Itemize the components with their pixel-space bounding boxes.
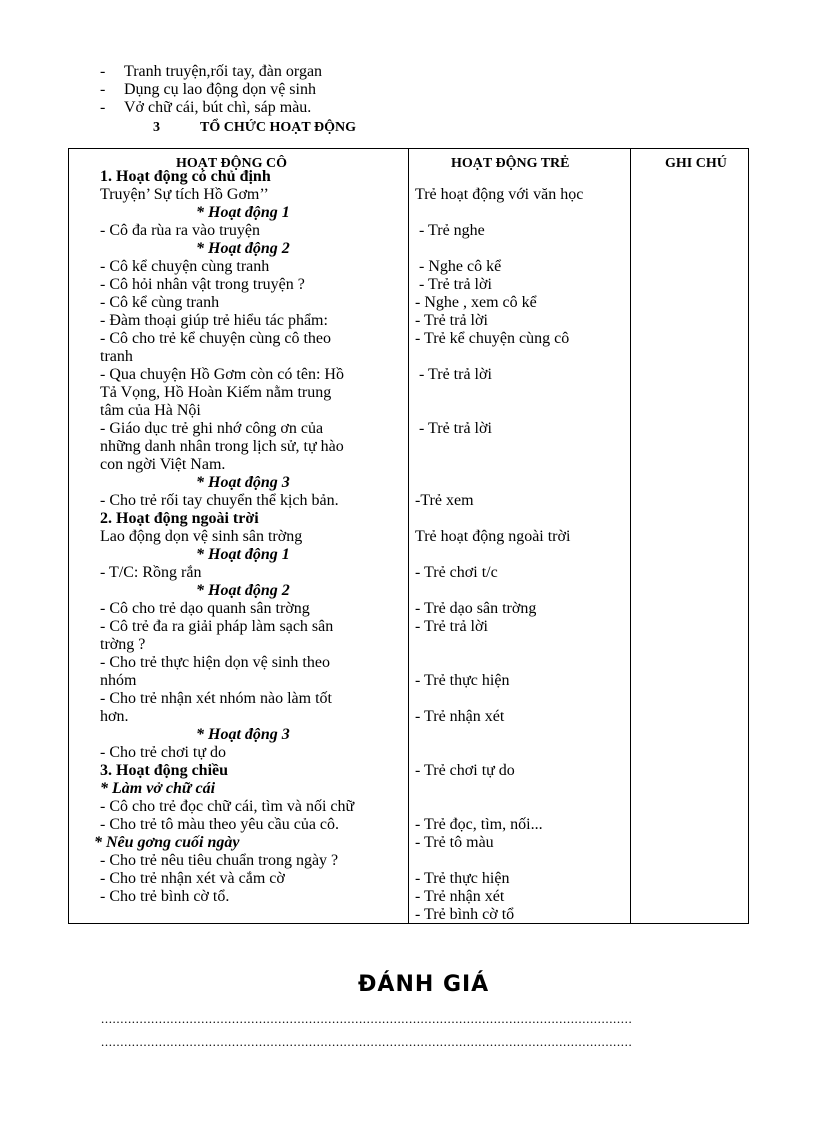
- material-dash: -: [100, 99, 106, 116]
- teacher-line: hơn.: [100, 708, 129, 725]
- teacher-line: - Cô cho trẻ dạo quanh sân trờng: [100, 600, 310, 617]
- child-line: - Trẻ trả lời: [415, 312, 488, 329]
- teacher-line: - Cho trẻ rối tay chuyển thể kịch bản.: [100, 492, 339, 509]
- teacher-line: - Cho trẻ bình cờ tổ.: [100, 888, 230, 905]
- header-teacher: HOẠT ĐỘNG CÔ: [176, 156, 287, 171]
- teacher-line: - Cô hỏi nhân vật trong truyện ?: [100, 276, 305, 293]
- teacher-line: - T/C: Rồng rắn: [100, 564, 202, 581]
- material-item: Vở chữ cái, bút chì, sáp màu.: [124, 99, 312, 116]
- teacher-line: - Cho trẻ nhận xét và cắm cờ: [100, 870, 285, 887]
- child-line: - Trẻ dạo sân trờng: [415, 600, 537, 617]
- teacher-line: con ngời Việt Nam.: [100, 456, 226, 473]
- teacher-line: - Cho trẻ thực hiện dọn vệ sinh theo: [100, 654, 330, 671]
- activity-heading: * Làm vở chữ cái: [100, 780, 216, 797]
- section-title: TỔ CHỨC HOẠT ĐỘNG: [200, 120, 356, 135]
- evaluation-line: ..........................................................................................................................................: [101, 1034, 633, 1049]
- teacher-line: - Giáo dục trẻ ghi nhớ công ơn của: [100, 420, 324, 437]
- child-line: - Trẻ thực hiện: [415, 672, 510, 689]
- teacher-line: - Cho trẻ tô màu theo yêu cầu của cô.: [100, 816, 340, 833]
- teacher-line: - Cô đa rùa ra vào truyện: [100, 222, 260, 239]
- activity-heading: * Hoạt động 1: [196, 204, 290, 221]
- evaluation-line: ..........................................................................................................................................: [101, 1011, 633, 1026]
- activity-heading: * Hoạt động 3: [196, 726, 290, 743]
- activity-heading: * Hoạt động 2: [196, 240, 290, 257]
- header-child: HOẠT ĐỘNG TRẺ: [451, 156, 570, 171]
- child-line: - Trẻ trả lời: [419, 420, 492, 437]
- child-line: - Trẻ trả lời: [419, 276, 492, 293]
- child-line: - Nghe cô kể: [419, 258, 502, 275]
- child-line: - Trẻ trả lời: [415, 618, 488, 635]
- child-line: - Nghe , xem cô kể: [415, 294, 537, 311]
- activity-heading: * Hoạt động 2: [196, 582, 290, 599]
- teacher-line: Tả Vọng, Hồ Hoàn Kiếm nằm trung: [100, 384, 332, 401]
- teacher-line: - Cô cho trẻ đọc chữ cái, tìm và nối chữ: [100, 798, 355, 815]
- table-left-border: [68, 148, 69, 924]
- child-line: Trẻ hoạt động ngoài trời: [415, 528, 571, 545]
- material-dash: -: [100, 63, 106, 80]
- child-line: - Trẻ bình cờ tổ: [415, 906, 515, 923]
- teacher-line: tâm của Hà Nội: [100, 402, 201, 419]
- child-line: - Trẻ kể chuyện cùng cô: [415, 330, 570, 347]
- teacher-line: những danh nhân trong lịch sử, tự hào: [100, 438, 344, 455]
- activity-heading: * Hoạt động 1: [196, 546, 290, 563]
- child-line: - Trẻ tô màu: [415, 834, 494, 851]
- child-line: - Trẻ chơi t/c: [415, 564, 498, 581]
- child-line: Trẻ hoạt động với văn học: [415, 186, 584, 203]
- material-item: Dụng cụ lao động dọn vệ sinh: [124, 81, 316, 98]
- teacher-line: - Cô kể chuyện cùng tranh: [100, 258, 270, 275]
- section-number: 3: [153, 120, 160, 135]
- teacher-line: - Đàm thoại giúp trẻ hiểu tác phẩm:: [100, 312, 328, 329]
- material-dash: -: [100, 81, 106, 98]
- teacher-line: - Cô kể cùng tranh: [100, 294, 220, 311]
- child-line: - Trẻ trả lời: [419, 366, 492, 383]
- table-divider-2: [630, 148, 631, 924]
- section-heading: 1. Hoạt động có chủ định: [100, 168, 271, 185]
- header-note: GHI CHÚ: [665, 156, 727, 171]
- activity-heading: * Nêu gơng cuối ngày: [94, 834, 240, 851]
- child-line: - Trẻ chơi tự do: [415, 762, 515, 779]
- teacher-line: nhóm: [100, 672, 137, 689]
- teacher-line: tranh: [100, 348, 133, 365]
- teacher-line: - Qua chuyện Hồ Gơm còn có tên: Hồ: [100, 366, 344, 383]
- teacher-line: - Cho trẻ nhận xét nhóm nào làm tốt: [100, 690, 332, 707]
- child-line: - Trẻ đọc, tìm, nối...: [415, 816, 543, 833]
- table-divider-1: [408, 148, 409, 924]
- material-item: Tranh truyện,rối tay, đàn organ: [124, 63, 323, 80]
- child-line: -Trẻ xem: [415, 492, 474, 509]
- teacher-line: Truyện’ Sự tích Hồ Gơm’’: [100, 186, 269, 203]
- child-line: - Trẻ nhận xét: [415, 888, 505, 905]
- table-right-border: [748, 148, 749, 924]
- section-heading: 3. Hoạt động chiều: [100, 762, 229, 779]
- evaluation-title: ĐÁNH GIÁ: [358, 972, 490, 997]
- teacher-line: trờng ?: [100, 636, 146, 653]
- teacher-line: - Cho trẻ nêu tiêu chuẩn trong ngày ?: [100, 852, 339, 869]
- teacher-line: - Cô cho trẻ kể chuyện cùng cô theo: [100, 330, 332, 347]
- child-line: - Trẻ thực hiện: [415, 870, 510, 887]
- activity-heading: * Hoạt động 3: [196, 474, 290, 491]
- teacher-line: - Cho trẻ chơi tự do: [100, 744, 226, 761]
- teacher-line: - Cô trẻ đa ra giải pháp làm sạch sân: [100, 618, 334, 635]
- section-heading: 2. Hoạt động ngoài trời: [100, 510, 259, 527]
- child-line: - Trẻ nhận xét: [415, 708, 505, 725]
- child-line: - Trẻ nghe: [419, 222, 485, 239]
- teacher-line: Lao động dọn vệ sinh sân trờng: [100, 528, 303, 545]
